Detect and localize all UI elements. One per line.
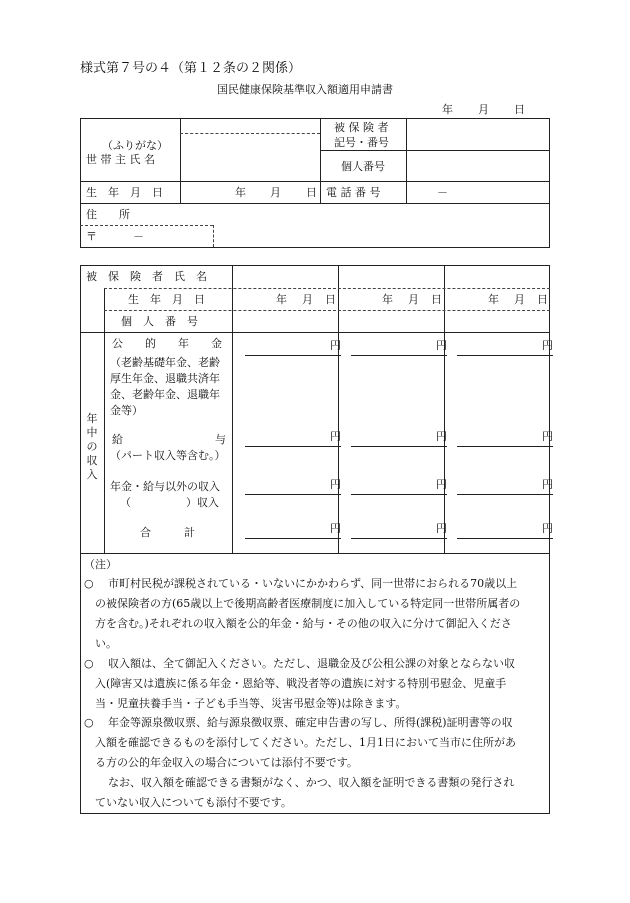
annual-income-char: の <box>86 440 98 453</box>
salary-amount-2[interactable] <box>351 432 447 447</box>
note-3-bullet: ○ <box>84 716 94 729</box>
pension-amount-3[interactable] <box>457 341 553 356</box>
pension-note-2: 厚生年金、退職共済年 <box>110 372 220 385</box>
postal-dash: － <box>133 230 144 243</box>
yen-unit: 円 <box>330 478 341 491</box>
note-2-line-1: 収入額は、全て御記入ください。ただし、退職金及び公租公課の対象とならない収 <box>108 657 515 670</box>
personal-number-field-1[interactable] <box>234 312 336 331</box>
annual-income-char: 収 <box>86 454 98 467</box>
note-4-line-2: ていない収入についても添付不要です。 <box>95 796 292 809</box>
date-year: 年 <box>442 103 453 116</box>
birth-1-month: 月 <box>302 293 313 306</box>
birthdate-year: 年 <box>235 186 246 199</box>
form-number: 様式第７号の４（第１２条の２関係） <box>80 61 302 76</box>
insured-name-label-text: 被 保 険 者 氏 名 <box>86 270 207 283</box>
birth-3-month: 月 <box>514 293 525 306</box>
personal-number-label: 個人番号 <box>341 160 385 173</box>
salary-label-a: 給 <box>112 433 123 446</box>
note-2-line-3: 当・児童扶養手当・子ども手当等、災害弔慰金等)は除きます。 <box>95 697 407 710</box>
yen-unit: 円 <box>542 478 553 491</box>
personal-number-field[interactable] <box>408 152 548 180</box>
postal-mark: 〒 <box>86 230 97 243</box>
yen-unit: 円 <box>542 430 553 443</box>
yen-unit: 円 <box>330 339 341 352</box>
yen-unit: 円 <box>542 522 553 535</box>
annual-income-label <box>86 412 98 482</box>
note-2-line-2: 入(障害又は遺族に係る年金・恩給等、戦没者等の遺族に対する特別弔慰金、児童手 <box>95 677 507 690</box>
phone-label: 電 話 番 号 <box>326 186 381 199</box>
yen-unit: 円 <box>436 339 447 352</box>
furigana-label: （ふりがな） <box>102 139 168 152</box>
note-1-line-2: の被保険者の方(65歳以上で後期高齢者医療制度に加入している特定同一世帯所属者の <box>95 597 521 610</box>
birth-1-year: 年 <box>276 293 287 306</box>
note-1-line-1: 市町村民税が課税されている・いないにかかわらず、同一世帯におられる70歳以上 <box>108 577 518 590</box>
postal-code-field[interactable] <box>98 227 210 245</box>
notes-heading: （注） <box>84 558 117 571</box>
other-income-label-2: （ ）収入 <box>120 496 219 509</box>
form-title: 国民健康保険基準収入額適用申請書 <box>217 83 393 96</box>
yen-unit: 円 <box>542 339 553 352</box>
salary-label-b: 与 <box>215 433 226 446</box>
yen-unit: 円 <box>436 522 447 535</box>
yen-unit: 円 <box>330 430 341 443</box>
insured-name-field-2[interactable] <box>340 267 442 287</box>
other-amount-2[interactable] <box>351 480 447 495</box>
householder-name-label: 世 帯 主 氏 名 <box>86 153 155 166</box>
note-4-line-1: なお、収入額を確認できる書類がなく、かつ、収入額を証明できる書類の発行され <box>108 776 515 789</box>
insured-symbol-label-2: 記号・番号 <box>334 136 389 149</box>
phone-field[interactable] <box>408 183 548 202</box>
note-3-line-2: 入額を確認できるものを添付してください。ただし、1月1日において当市に住所があ <box>95 736 516 749</box>
note-3-line-3: る方の公的年金収入の場合については添付不要です。 <box>95 756 358 769</box>
insured-symbol-label-1: 被 保 険 者 <box>334 121 389 134</box>
income-birth-label: 生 年 月 日 <box>128 293 205 306</box>
annual-income-char: 中 <box>86 426 98 439</box>
birthdate-day: 日 <box>306 186 317 199</box>
date-day: 日 <box>514 103 525 116</box>
total-amount-3[interactable] <box>457 524 553 539</box>
note-1-bullet: ○ <box>84 577 94 590</box>
yen-unit: 円 <box>436 478 447 491</box>
pension-label: 公 的 年 金 <box>112 337 222 350</box>
pension-note-3: 金、老齢年金、退職年 <box>110 388 220 401</box>
note-2-bullet: ○ <box>84 657 94 670</box>
total-amount-1[interactable] <box>245 524 341 539</box>
birth-2-year: 年 <box>382 293 393 306</box>
annual-income-char: 入 <box>86 468 98 481</box>
insured-number-field[interactable] <box>408 120 548 149</box>
birthdate-field[interactable] <box>182 183 318 202</box>
yen-unit: 円 <box>330 522 341 535</box>
income-personal-number-label: 個 人 番 号 <box>121 315 198 328</box>
insured-name-field-1[interactable] <box>234 267 336 287</box>
pension-amount-2[interactable] <box>351 341 447 356</box>
salary-note: （パート収入等含む。） <box>110 449 226 462</box>
other-amount-1[interactable] <box>245 480 341 495</box>
insured-name-field-3[interactable] <box>446 267 548 287</box>
phone-dash: － <box>437 186 448 199</box>
birth-2-month: 月 <box>408 293 419 306</box>
total-label: 合 計 <box>140 526 195 539</box>
birthdate-month: 月 <box>270 186 281 199</box>
total-amount-2[interactable] <box>351 524 447 539</box>
salary-amount-1[interactable] <box>245 432 341 447</box>
birth-3-year: 年 <box>488 293 499 306</box>
address-field[interactable] <box>140 205 548 224</box>
annual-income-char: 年 <box>86 412 98 425</box>
householder-name-field[interactable] <box>182 136 318 180</box>
birth-1-day: 日 <box>325 293 336 306</box>
birthdate-label: 生 年 月 日 <box>86 186 163 199</box>
salary-amount-3[interactable] <box>457 432 553 447</box>
note-3-line-1: 年金等源泉徴収票、給与源泉徴収票、確定申告書の写し、所得(課税)証明書等の収 <box>108 716 513 729</box>
birth-3-day: 日 <box>537 293 548 306</box>
pension-amount-1[interactable] <box>245 341 341 356</box>
other-income-label: 年金・給与以外の収入 <box>110 480 220 493</box>
insured-name-label <box>86 271 226 282</box>
pension-note-4: 金等） <box>110 404 143 417</box>
birth-2-day: 日 <box>431 293 442 306</box>
date-month: 月 <box>478 103 489 116</box>
note-1-line-4: い。 <box>95 637 117 650</box>
personal-number-field-3[interactable] <box>446 312 548 331</box>
pension-note-1: （老齢基礎年金、老齢 <box>110 356 220 369</box>
other-amount-3[interactable] <box>457 480 553 495</box>
note-1-line-3: 方を含む。)それぞれの収入額を公的年金・給与・その他の収入に分けて御記入くださ <box>95 617 512 630</box>
personal-number-field-2[interactable] <box>340 312 442 331</box>
address-label: 住 所 <box>86 208 130 221</box>
yen-unit: 円 <box>436 430 447 443</box>
